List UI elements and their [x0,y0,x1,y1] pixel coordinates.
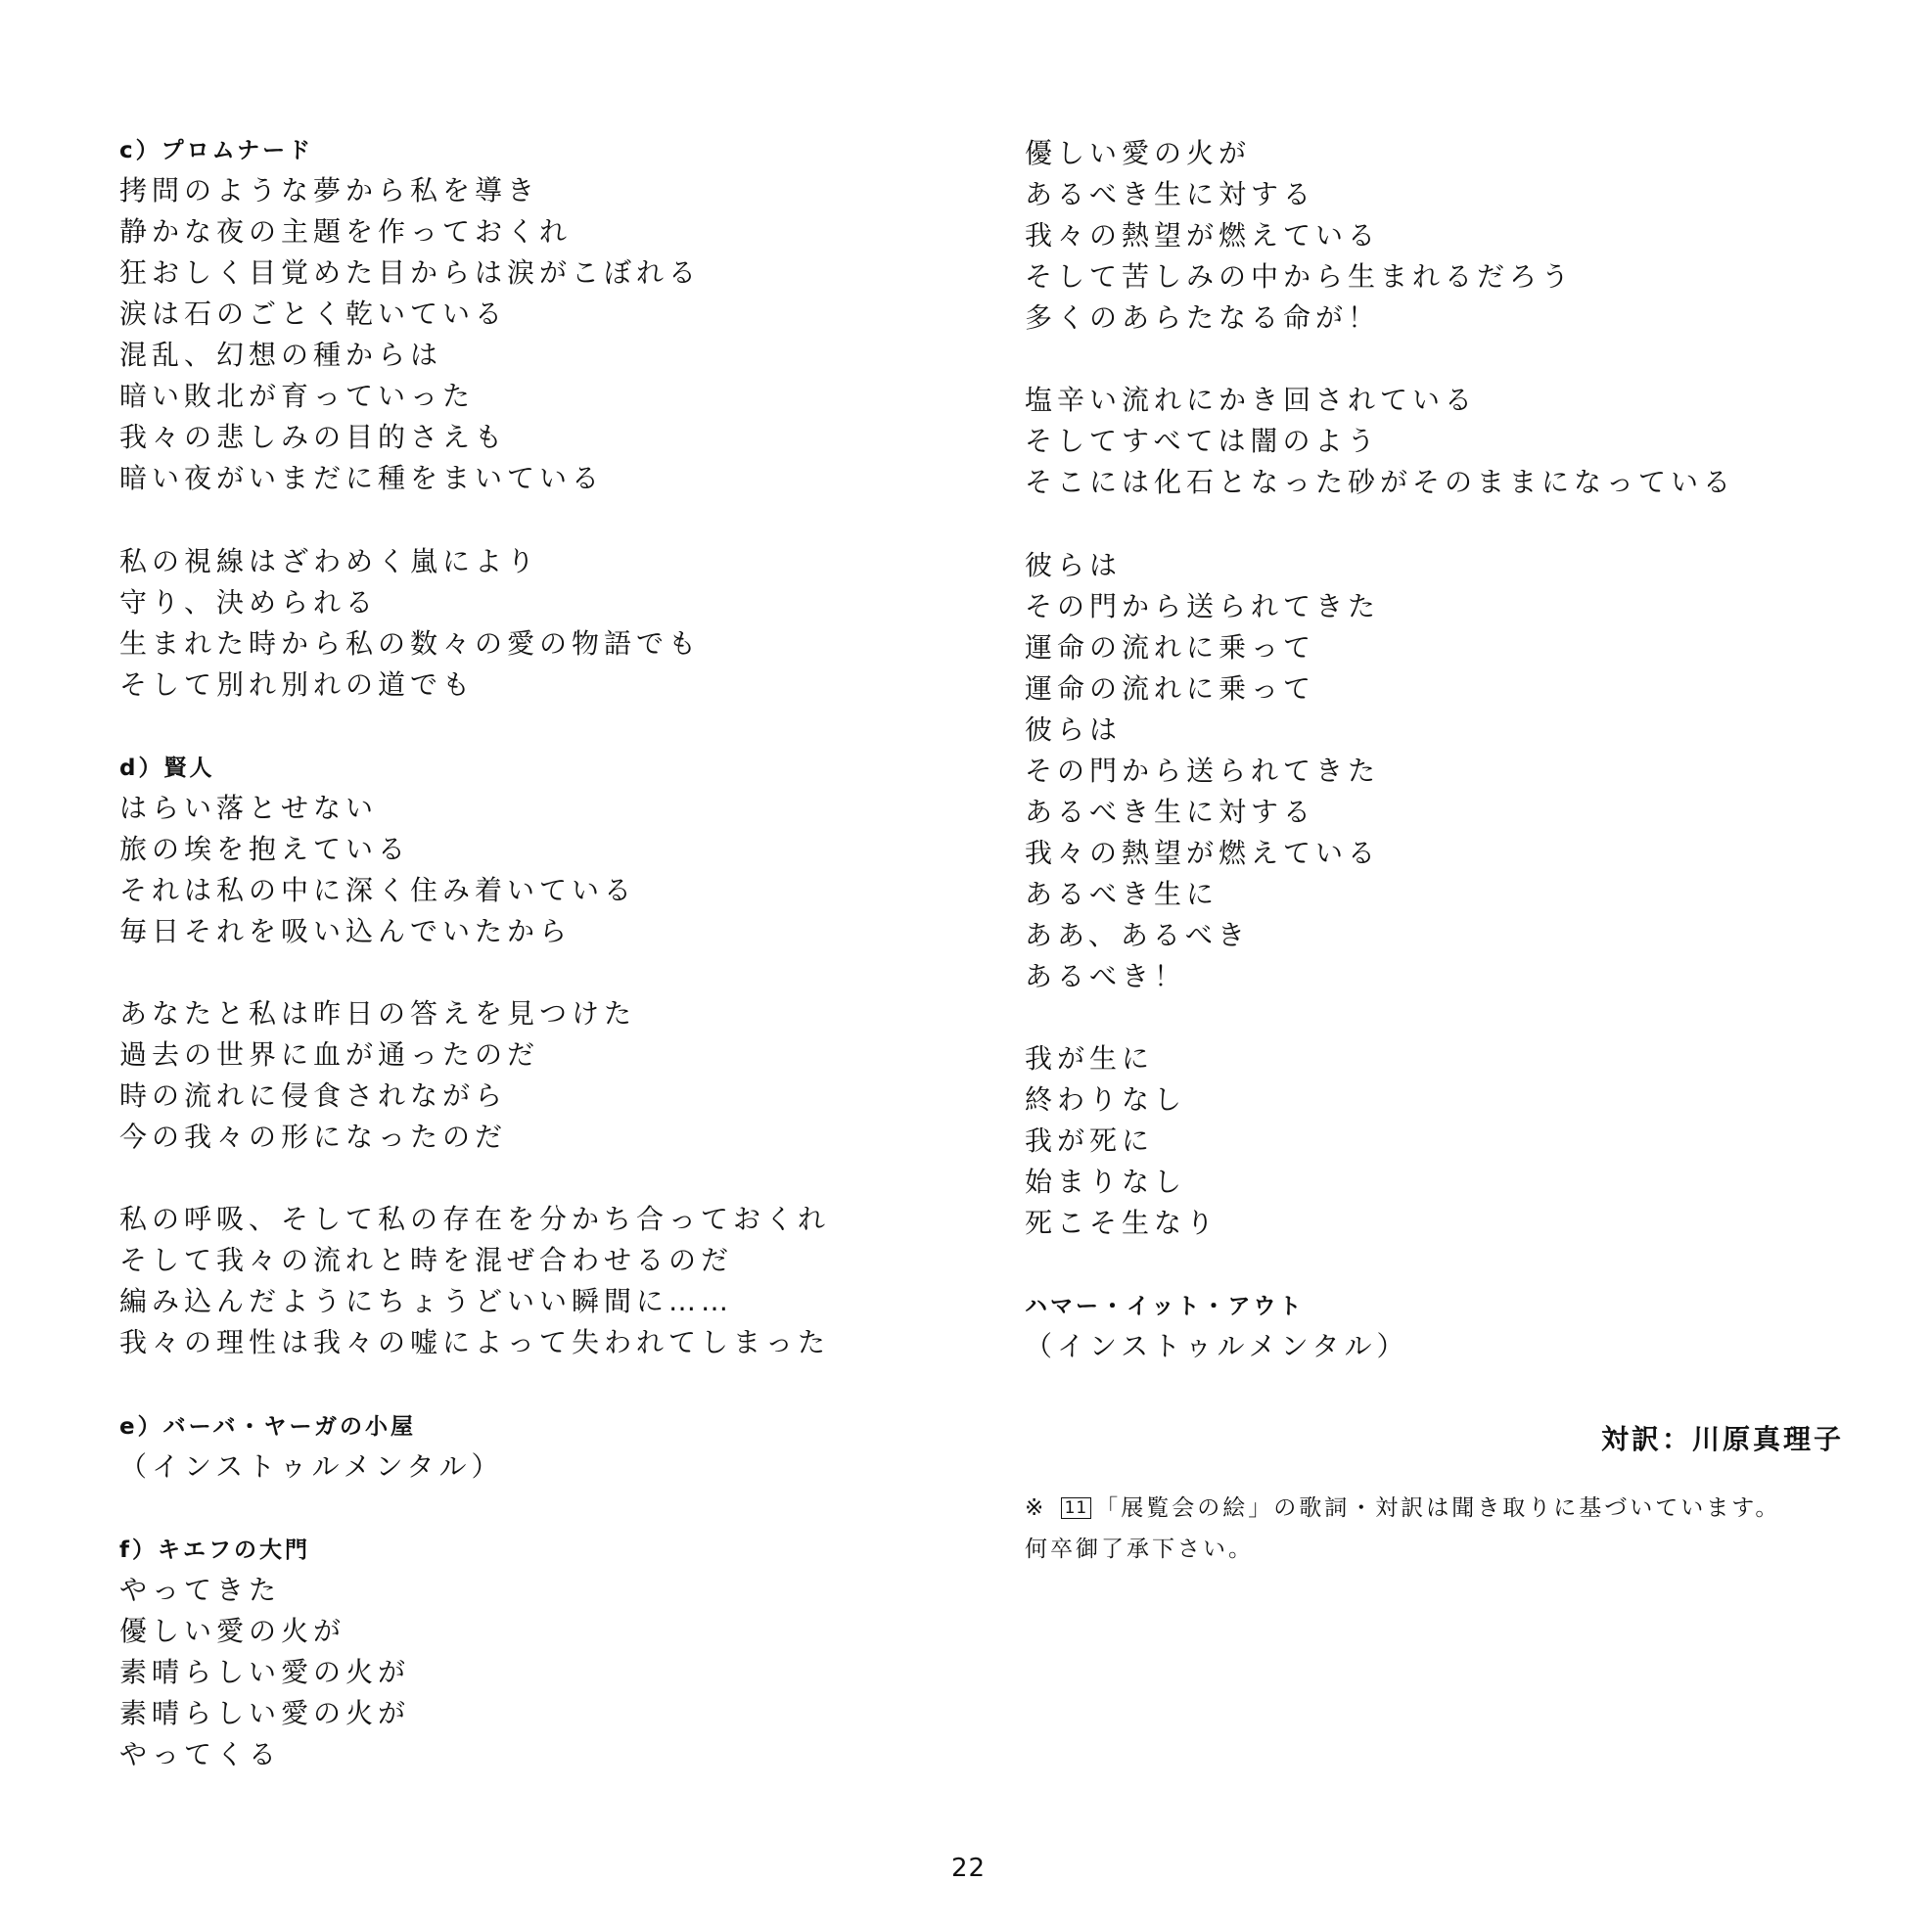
lyric-line: 旅の埃を抱えている [119,832,411,865]
lyric-line: あるべき生に [1025,877,1219,910]
lyric-line: 素晴らしい愛の火が [119,1655,411,1688]
lyric-line: そして我々の流れと時を混ぜ合わせるのだ [119,1244,734,1277]
lyric-line: あるべき生に対する [1025,795,1316,828]
note-line-1 [1025,1497,1780,1520]
lyric-line: その門から送られてきた [1025,754,1381,787]
lyric-line: そしてすべては闇のよう [1025,425,1380,458]
lyric-line: はらい落とせない [119,791,379,824]
lyric-line: 我々の熱望が燃えている [1025,219,1381,252]
lyric-line: 死こそ生なり [1025,1207,1219,1240]
lyric-line: 塩辛い流れにかき回されている [1025,384,1478,417]
lyric-line: 我が生に [1025,1042,1155,1076]
lyric-line: ああ、あるべき [1025,918,1250,951]
section-heading: c）プロムナード [119,138,314,163]
lyric-line: そして苦しみの中から生まれるだろう [1025,260,1575,294]
lyric-line: 拷問のような夢から私を導き [119,174,540,207]
translator-credit: 対訳：川原真理子 [1600,1423,1844,1455]
lyric-line: 終わりなし [1025,1083,1187,1117]
note-line-2: 何卒御了承下さい。 [1025,1537,1254,1562]
lyric-line: あるべき！ [1025,960,1187,992]
section-heading: ハマー・イット・アウト [1025,1294,1305,1320]
section-heading: e）バーバ・ヤーガの小屋 [119,1413,416,1440]
lyric-line: 混乱、幻想の種からは [119,339,443,372]
lyric-line: 私の呼吸、そして私の存在を分かち合っておくれ [119,1203,831,1236]
lyric-line: （インストゥルメンタル） [1025,1330,1409,1363]
lyric-line: 我が死に [1025,1125,1155,1158]
lyric-line: 毎日それを吸い込んでいたから [119,914,573,947]
lyric-line: 暗い夜がいまだに種をまいている [119,462,605,495]
lyric-line: 始まりなし [1025,1166,1187,1199]
lyric-line: 編み込んだようにちょうどいい瞬間に…… [119,1285,734,1318]
lyric-line: 静かな夜の主題を作っておくれ [119,215,573,249]
lyric-line: やってくる [119,1737,282,1770]
lyric-line: 優しい愛の火が [119,1614,346,1647]
lyric-line: 運命の流れに乗って [1025,630,1316,664]
lyric-line: 素晴らしい愛の火が [119,1696,411,1729]
lyric-line: 守り、決められる [119,585,379,619]
lyric-line: そして別れ別れの道でも [119,667,476,701]
lyric-line: 生まれた時から私の数々の愛の物語でも [119,626,702,660]
lyric-line: 我々の理性は我々の嘘によって失われてしまった [119,1326,831,1359]
lyric-line: あるべき生に対する [1025,178,1316,211]
lyric-line: 我々の悲しみの目的さえも [119,421,508,454]
lyric-line: 涙は石のごとく乾いている [119,298,508,331]
lyric-line: 彼らは [1025,712,1123,746]
lyric-line: 優しい愛の火が [1025,137,1252,169]
lyric-line: （インストゥルメンタル） [119,1449,504,1483]
lyric-line: 狂おしく目覚めた目からは涙がこぼれる [119,256,702,290]
lyric-line: 運命の流れに乗って [1025,671,1316,705]
section-heading: f）キエフの大門 [119,1537,311,1563]
note-text-1: 「展覧会の絵」の歌詞・対訳は聞き取りに基づいています。 [1095,1495,1781,1521]
track-number-box: 11 [1061,1497,1092,1519]
section-heading: d）賢人 [119,755,215,781]
lyric-line: その門から送られてきた [1025,589,1381,622]
page-number: 22 [951,1854,987,1883]
lyric-line: 彼らは [1025,548,1123,581]
lyric-line: それは私の中に深く住み着いている [119,873,637,906]
lyric-line: 暗い敗北が育っていった [119,380,476,413]
lyric-line: 私の視線はざわめく嵐により [119,544,540,577]
lyric-line: 過去の世界に血が通ったのだ [119,1038,540,1072]
lyric-line: 時の流れに侵食されながら [119,1079,508,1113]
lyric-line: そこには化石となった砂がそのままになっている [1025,466,1736,499]
lyric-line: あなたと私は昨日の答えを見つけた [119,997,637,1031]
lyric-line: 多くのあらたなる命が！ [1025,301,1381,335]
lyric-line: 今の我々の形になったのだ [119,1121,508,1154]
lyric-line: やってきた [119,1573,282,1606]
note-prefix: ※ [1025,1495,1047,1521]
lyric-line: 我々の熱望が燃えている [1025,836,1381,869]
